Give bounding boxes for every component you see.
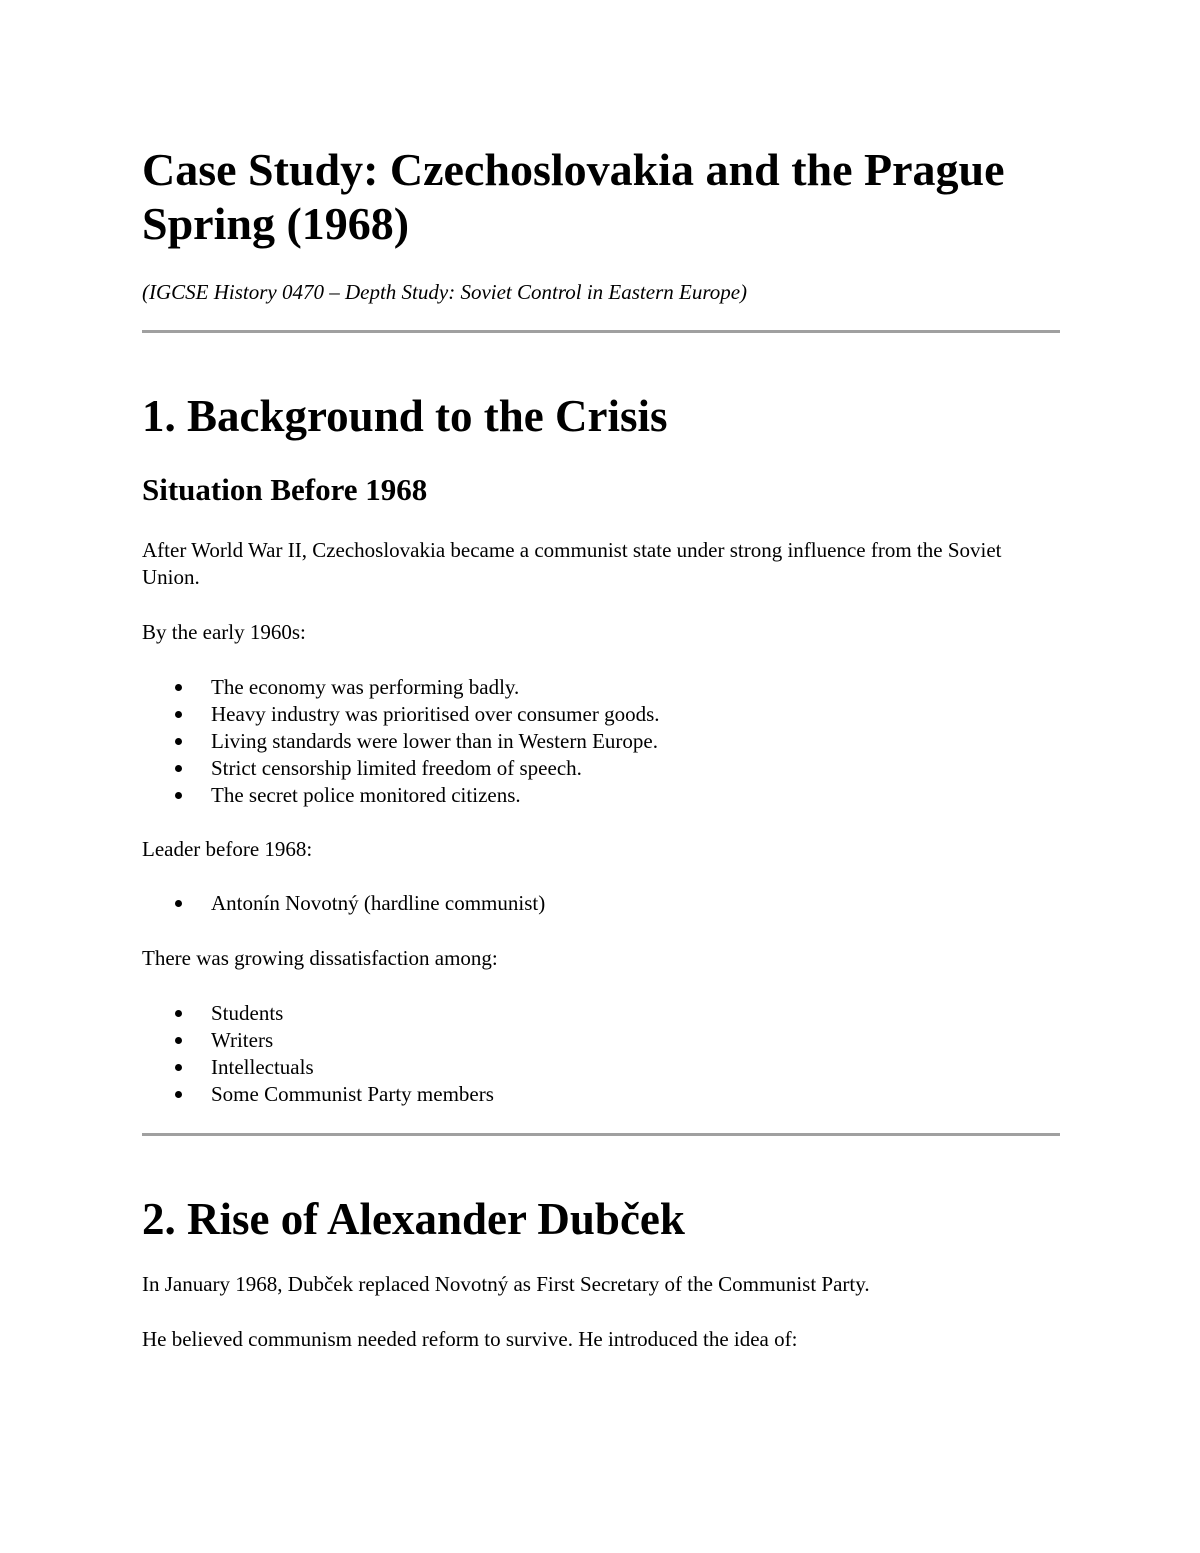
list-item [142,755,660,782]
dissatisfaction-lead: There was growing dissatisfaction among: [142,946,498,970]
list-item-text: Antonín Novotný (hardline communist) [211,891,546,915]
section-2-paragraph-2: He believed communism needed reform to survive. He introduced the idea of: [142,1327,798,1351]
leader-lead: Leader before 1968: [142,837,313,861]
list-item [142,1054,494,1081]
early-1960s-lead: By the early 1960s: [142,620,306,644]
list-item-text: The economy was performing badly. [211,675,520,699]
list-item-text: Students [211,1001,284,1025]
section-2-heading: 2. Rise of Alexander Dubček [142,1194,685,1244]
bullet-icon [175,711,182,718]
horizontal-rule [142,1133,1060,1136]
list-item [142,782,660,809]
section-1-heading: 1. Background to the Crisis [142,391,668,441]
bullet-icon [175,1091,182,1098]
list-item [142,674,660,701]
section-2-paragraph-1: In January 1968, Dubček replaced Novotný as First Secretary of the Communist Party. [142,1272,870,1296]
list-item [142,890,545,917]
list-item-text: Heavy industry was prioritised over consumer goods. [211,702,660,726]
bullet-icon [175,1037,182,1044]
list-item [142,1027,494,1054]
section-1-intro: After World War II, Czechoslovakia became a communist state under strong influence from the Soviet Union. [142,538,1002,589]
bullet-icon [175,1010,182,1017]
list-item-text: Strict censorship limited freedom of speech. [211,756,582,780]
list-item [142,1000,494,1027]
leader-list [142,890,545,917]
bullet-icon [175,765,182,772]
list-item [142,1081,494,1108]
list-item-text: Some Communist Party members [211,1082,494,1106]
early-1960s-list [142,674,660,809]
list-item-text: The secret police monitored citizens. [211,783,521,807]
list-item-text: Intellectuals [211,1055,314,1079]
list-item-text: Living standards were lower than in Western Europe. [211,729,658,753]
horizontal-rule [142,330,1060,333]
list-item [142,728,660,755]
bullet-icon [175,792,182,799]
section-1-subheading: Situation Before 1968 [142,472,428,507]
bullet-icon [175,900,182,907]
list-item [142,701,660,728]
bullet-icon [175,684,182,691]
document-title: Case Study: Czechoslovakia and the Prague Spring (1968) [142,144,1005,249]
bullet-icon [175,1064,182,1071]
dissatisfaction-list [142,1000,494,1108]
document-subtitle: (IGCSE History 0470 – Depth Study: Soviet Control in Eastern Europe) [142,280,748,304]
bullet-icon [175,738,182,745]
list-item-text: Writers [211,1028,274,1052]
